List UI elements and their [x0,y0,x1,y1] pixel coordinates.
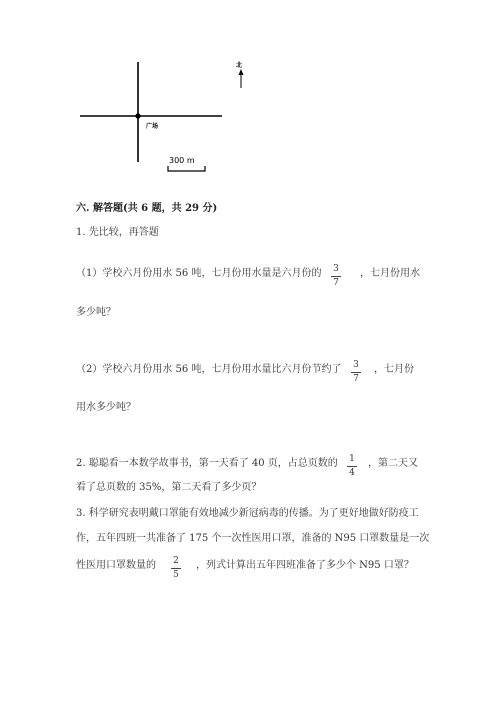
fraction-bar [351,372,361,373]
fraction-bar [347,466,357,467]
north-arrow-head [239,69,244,75]
fraction-numerator: 3 [353,360,359,370]
fraction-numerator: 3 [333,264,339,274]
q1-part2-line2: 用水多少吨？ [76,402,136,413]
q2-line1-end: ，第二天又 [368,458,418,469]
q1-part1-fraction [328,264,344,289]
q3-line2: 作，五年四班一共准备了 175 个一次性医用口罩，准备的 N95 口罩数量是一次 [76,533,430,544]
scale-bar [168,166,205,171]
fraction-denominator: 7 [353,374,359,384]
q2-fraction [344,454,360,479]
q2-line2: 看了总页数的 35%，第二天看了多少页？ [76,482,262,493]
q3-line1: 3. 科学研究表明戴口罩能有效地减少新冠病毒的传播。为了更好地做好防疫工 [76,508,419,519]
fraction-denominator: 5 [173,570,179,580]
fraction-numerator: 1 [349,454,355,464]
q1-title: 1. 先比较，再答题 [76,227,159,238]
fraction-bar [331,276,341,277]
q1-part1-line2: 多少吨？ [76,307,116,318]
square-point [135,113,140,118]
section-title: 六. 解答题(共 6 题，共 29 分) [76,203,218,214]
q1-part2-line1: （2）学校六月份用水 56 吨，七月份用水量比六月份节约了 [76,364,342,375]
q3-line3-end: ，列式计算出五年四班准备了多少个 N95 口罩？ [196,560,414,571]
q1-part1-line1-end: ，七月份用水 [360,268,420,279]
fraction-denominator: 4 [349,468,355,478]
fraction-denominator: 7 [333,278,339,288]
square-label: 广场 [146,123,159,130]
q3-line3: 性医用口罩数量的 [76,560,156,571]
q1-part2-fraction [348,360,364,385]
fraction-bar [171,568,181,569]
q1-part1-line1: （1）学校六月份用水 56 吨，七月份用水量是六月份的 [76,268,322,279]
q3-fraction [168,556,184,581]
q1-part2-line1-end: ，七月份 [374,364,414,375]
north-label: 北 [236,62,243,69]
scale-label: 300 m [169,156,195,165]
q2-line1: 2. 聪聪看一本数学故事书，第一天看了 40 页，占总页数的 [76,458,338,469]
fraction-numerator: 2 [173,556,179,566]
map-diagram [0,0,500,190]
